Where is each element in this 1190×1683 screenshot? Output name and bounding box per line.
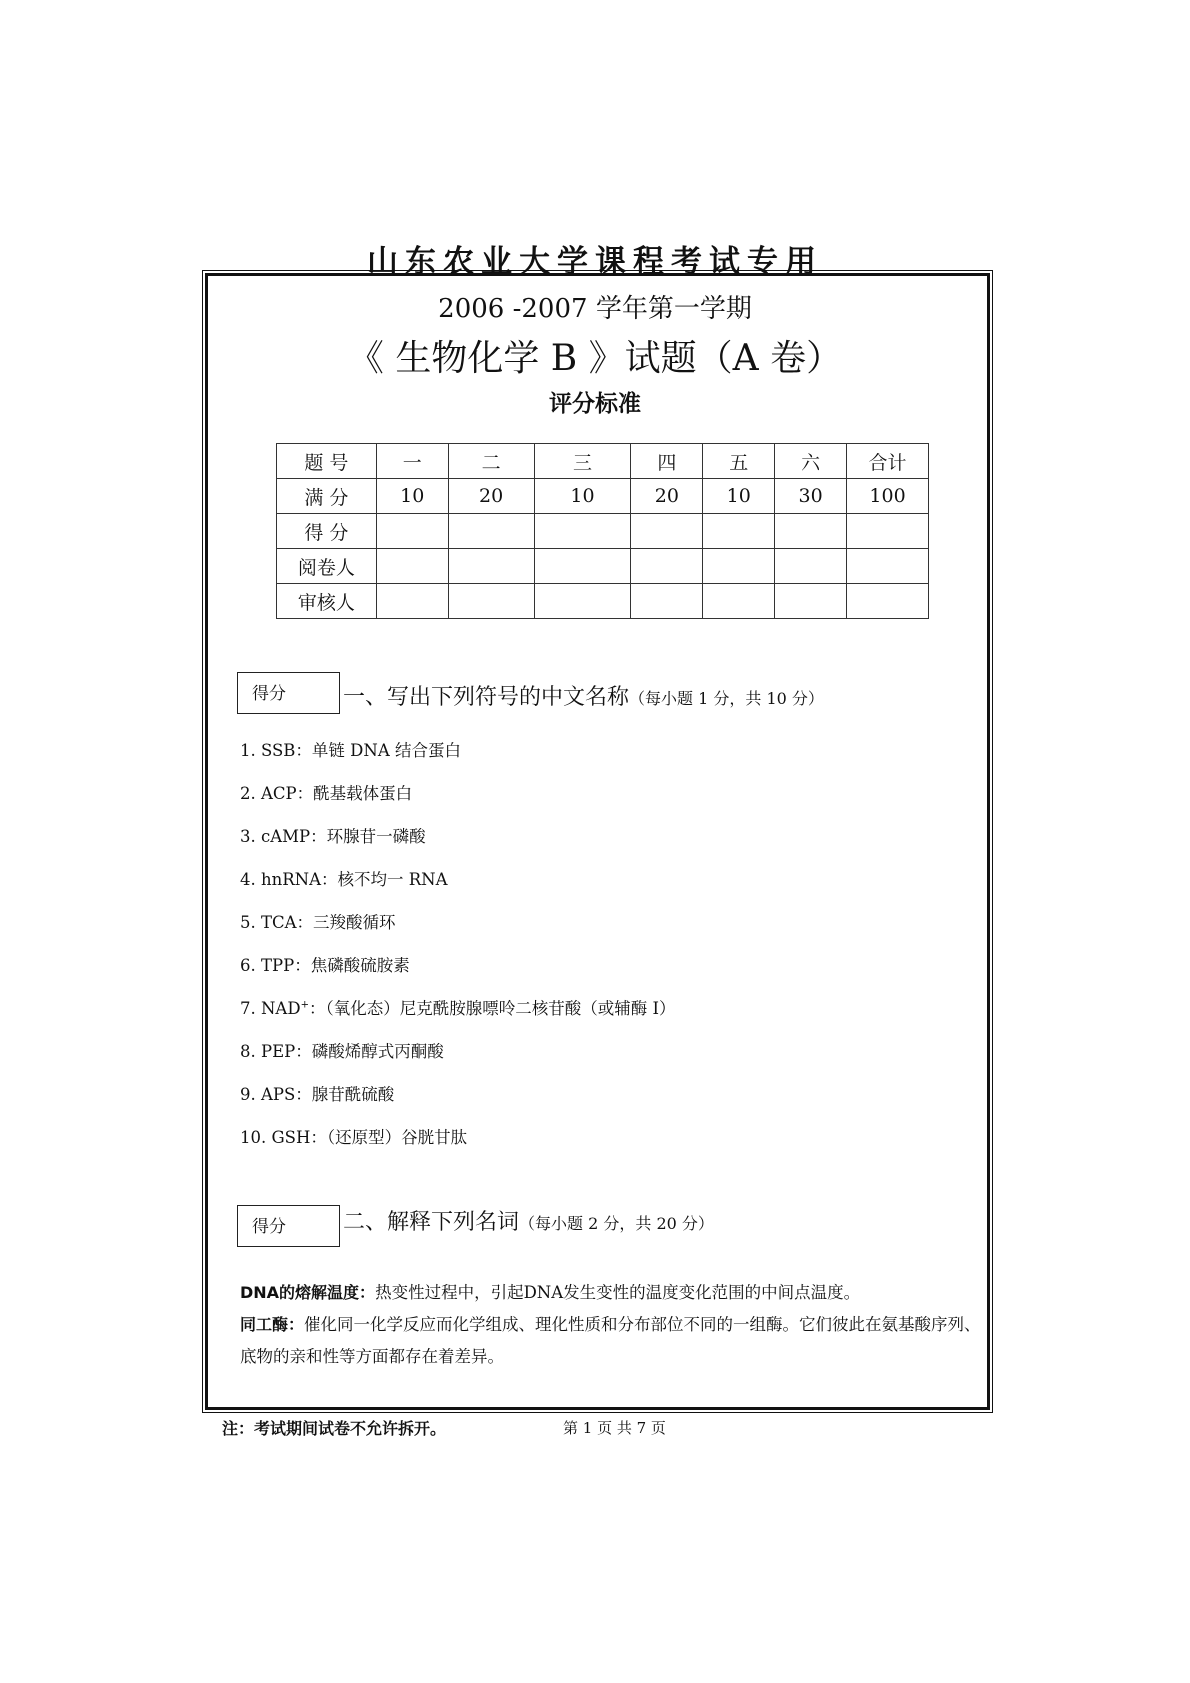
score-cell[interactable] — [847, 514, 929, 549]
score-cell[interactable] — [376, 549, 448, 584]
section1-note: （每小题 1 分，共 10 分） — [629, 689, 824, 708]
answer-item: 8. PEP：磷酸烯醇式丙酮酸 — [240, 1042, 444, 1061]
score-table-row — [277, 584, 929, 619]
definition-line — [222, 1277, 982, 1309]
score-cell[interactable] — [448, 549, 534, 584]
full-marks-cell: 20 — [448, 479, 534, 514]
exam-title: 《 生物化学 B 》试题（A 卷） — [347, 338, 843, 379]
section1-score-box[interactable]: 得分 — [237, 672, 340, 714]
answer-item — [240, 995, 675, 1019]
answer-item: 2. ACP：酰基载体蛋白 — [240, 784, 413, 803]
header-cell: 六 — [775, 444, 847, 479]
score-table-full-marks-row — [277, 479, 929, 514]
definition-term: DNA的熔解温度： — [240, 1283, 376, 1302]
row-label: 审核人 — [277, 584, 377, 619]
answer-item-7-prefix: 7. NAD — [240, 999, 301, 1018]
header-cell: 合计 — [847, 444, 929, 479]
answer-item: 1. SSB：单链 DNA 结合蛋白 — [240, 741, 462, 760]
score-table-row — [277, 549, 929, 584]
score-cell[interactable] — [534, 584, 631, 619]
answer-item: 10. GSH：（还原型）谷胱甘肽 — [240, 1128, 468, 1147]
score-cell[interactable] — [775, 514, 847, 549]
page-number: 第 1 页 共 7 页 — [563, 1419, 666, 1437]
score-cell[interactable] — [534, 549, 631, 584]
score-cell[interactable] — [448, 584, 534, 619]
score-cell[interactable] — [631, 514, 703, 549]
grading-label: 评分标准 — [549, 391, 641, 417]
answer-item: 5. TCA：三羧酸循环 — [240, 913, 396, 932]
definition-term: 同工酶： — [240, 1315, 305, 1334]
full-marks-cell: 10 — [703, 479, 775, 514]
score-table-row — [277, 514, 929, 549]
section2-title: 二、解释下列名词 — [343, 1210, 520, 1235]
superscript-plus: + — [300, 999, 309, 1011]
full-marks-cell: 30 — [775, 479, 847, 514]
header-cell: 一 — [376, 444, 448, 479]
score-cell[interactable] — [775, 549, 847, 584]
score-cell[interactable] — [376, 514, 448, 549]
score-cell[interactable] — [847, 584, 929, 619]
section2-score-box[interactable]: 得分 — [237, 1205, 340, 1247]
answer-item: 3. cAMP：环腺苷一磷酸 — [240, 827, 426, 846]
row-label: 得 分 — [277, 514, 377, 549]
score-cell[interactable] — [703, 584, 775, 619]
full-marks-cell: 10 — [376, 479, 448, 514]
definition-text: 热变性过程中，引起DNA发生变性的温度变化范围的中间点温度。 — [375, 1283, 861, 1302]
full-marks-cell: 满 分 — [277, 479, 377, 514]
full-marks-cell: 20 — [631, 479, 703, 514]
score-cell[interactable] — [534, 514, 631, 549]
score-cell[interactable] — [631, 584, 703, 619]
header-cell: 五 — [703, 444, 775, 479]
header-cell: 三 — [534, 444, 631, 479]
section1-heading — [343, 680, 824, 711]
score-table-header-row — [277, 444, 929, 479]
answer-item-7-rest: ：（氧化态）尼克酰胺腺嘌呤二核苷酸（或辅酶 I） — [308, 999, 676, 1018]
section2-note: （每小题 2 分，共 20 分） — [519, 1214, 714, 1233]
score-table — [276, 443, 929, 619]
score-cell[interactable] — [631, 549, 703, 584]
header-cell: 四 — [631, 444, 703, 479]
full-marks-cell: 10 — [534, 479, 631, 514]
definition-item — [222, 1277, 982, 1373]
answer-item: 9. APS：腺苷酰硫酸 — [240, 1085, 395, 1104]
row-label: 阅卷人 — [277, 549, 377, 584]
answer-item: 4. hnRNA：核不均一 RNA — [240, 870, 448, 889]
score-cell[interactable] — [775, 584, 847, 619]
full-marks-cell: 100 — [847, 479, 929, 514]
score-cell[interactable] — [448, 514, 534, 549]
header-cell: 题 号 — [277, 444, 377, 479]
score-cell[interactable] — [703, 514, 775, 549]
definition-text: 催化同一化学反应而化学组成、理化性质和分布部位不同的一组酶。它们彼此在氨基酸序列、底物的亲和性等方面都存在着差异。 — [240, 1315, 981, 1366]
score-cell[interactable] — [376, 584, 448, 619]
header-cell: 二 — [448, 444, 534, 479]
definition-line — [222, 1309, 982, 1373]
section2-heading — [343, 1205, 714, 1236]
score-cell[interactable] — [847, 549, 929, 584]
score-cell[interactable] — [703, 549, 775, 584]
answer-item: 6. TPP：焦磷酸硫胺素 — [240, 956, 410, 975]
term-line: 2006 -2007 学年第一学期 — [438, 294, 752, 324]
footer-note: 注：考试期间试卷不允许拆开。 — [222, 1419, 447, 1438]
university-header: 山东农业大学课程考试专用 — [367, 244, 823, 280]
section1-title: 一、写出下列符号的中文名称 — [343, 685, 630, 710]
